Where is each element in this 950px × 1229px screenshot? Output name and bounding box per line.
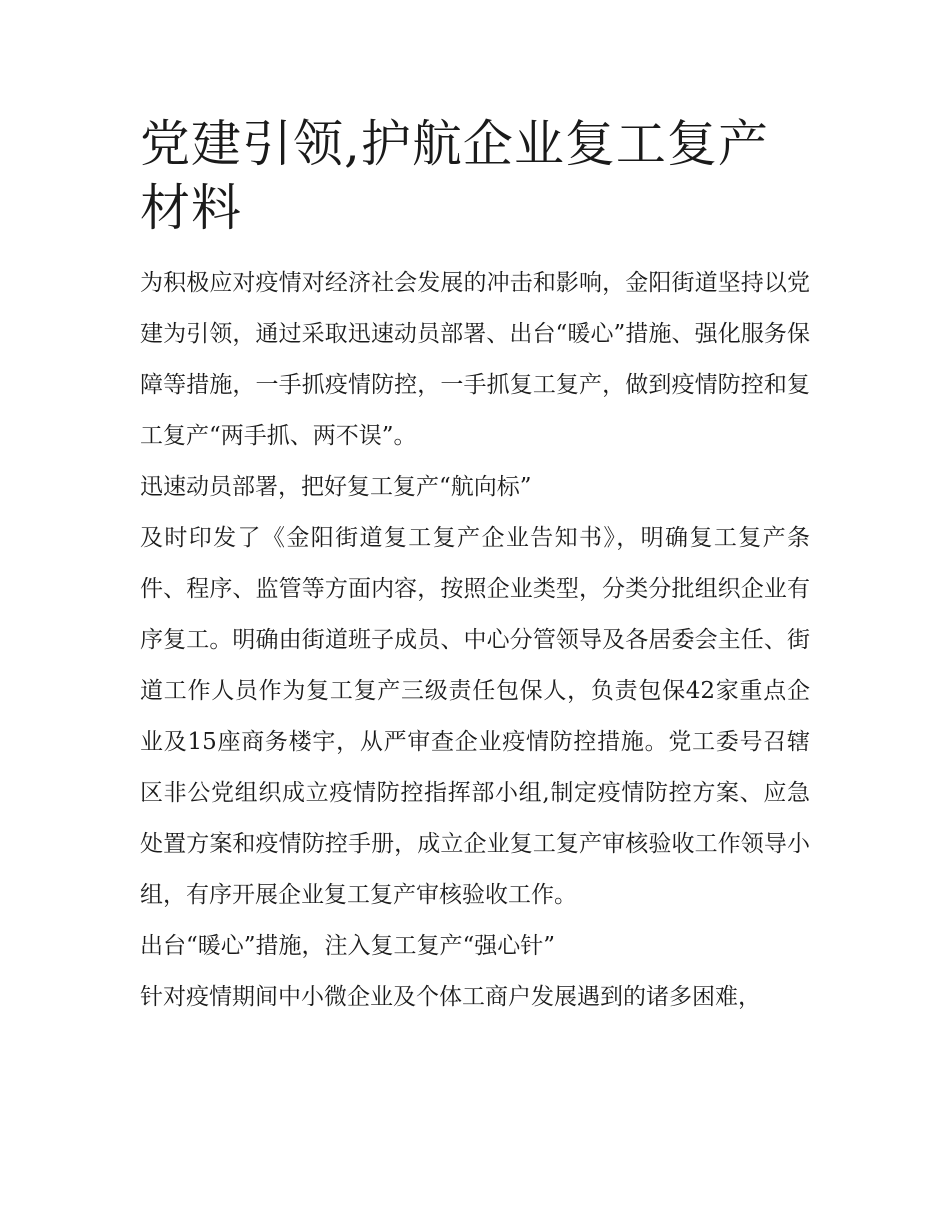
section-heading-mobilize: 迅速动员部署，把好复工复产“航向标” (140, 474, 532, 500)
document-title: 党建引领,护航企业复工复产材料 (140, 115, 769, 237)
section-heading-measures: 出台“暖心”措施，注入复工复产“强心针” (140, 933, 556, 959)
body-paragraph-mobilize: 及时印发了《金阳街道复工复产企业告知书》，明确复工复产条件、程序、监管等方面内容，按照企业类型，分类分批组织企业有序复工。明确由街道班子成员、中心分管领导及各居委会主任、街道工作人员作为复工复产三级责任包保人，负责包保42家重点企业及15座商务楼宇，从严审查企业疫情防控措施。党工委号召辖区非公党组织成立疫情防控指挥部小组,制定疫情防控方案、应急处置方案和疫情防控手册，成立企业复工复产审核验收工作领导小组，有序开展企业复工复产审核验收工作。 (140, 525, 810, 908)
intro-paragraph: 为积极应对疫情对经济社会发展的冲击和影响，金阳街道坚持以党建为引领，通过采取迅速动员部署、出台“暖心”措施、强化服务保障等措施，一手抓疫情防控，一手抓复工复产，做到疫情防控和复工复产“两手抓、两不误”。 (140, 270, 810, 449)
body-paragraph-measures: 针对疫情期间中小微企业及个体工商户发展遇到的诸多困难， (140, 984, 761, 1010)
